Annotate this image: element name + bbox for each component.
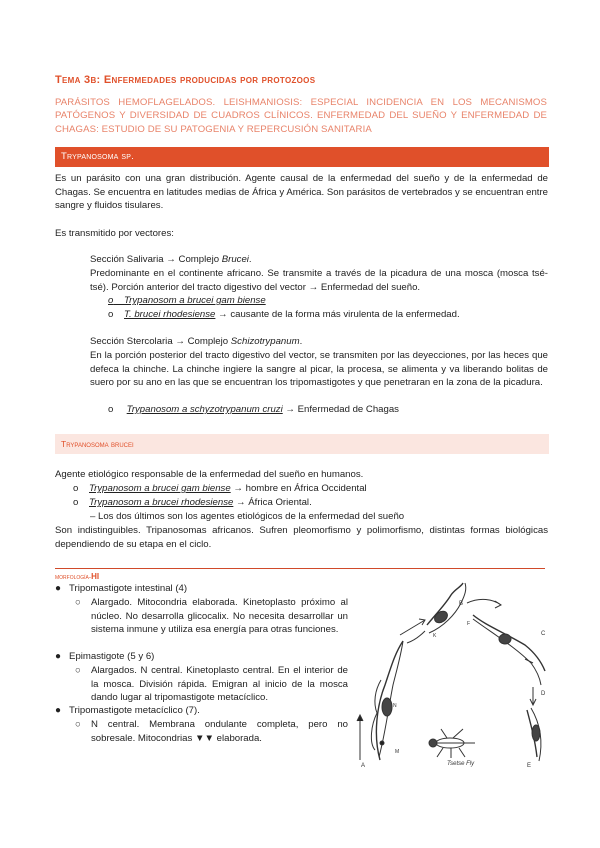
salivaria-item-1: o Trypanosom a brucei gam biense	[108, 295, 266, 306]
form-3-title: ● Tripomastigote metacíclico (7).	[55, 705, 200, 716]
morphology-label: morfología-HI	[55, 572, 100, 581]
stercolaria-title: Sección Stercolaria → Complejo Schizotrypanum.	[90, 336, 303, 347]
stercolaria-text: En la porción posterior del tracto digestivo del vector, se transmiten por las deyecciones, por las heces que defeca la chinche. La chinche ingiere la sangre al picar, la procesa, se alimenta y va liberando bolitas de suero por su ano en las que se encuentran los tripomastigotes y que penetraran en la zona de la picadura.	[90, 350, 548, 389]
svg-text:F: F	[467, 621, 471, 627]
salivaria-item-2: o T. brucei rhodesiense → causante de la forma más virulenta de la enfermedad.	[108, 309, 460, 320]
svg-text:E: E	[527, 763, 532, 769]
brucei-item-1: o Trypanosom a brucei gam biense → hombre en África Occidental	[73, 483, 367, 494]
form-1-bullet: ○	[75, 597, 81, 608]
figure-caption: Tsetse Fly	[447, 761, 475, 767]
section-heading-trypanosoma-brucei	[55, 434, 549, 454]
form-2-bullet: ○	[75, 665, 81, 676]
form-3-desc: N central. Membrana ondulante completa, pero no sobresale. Mitocondrias ▼▼ elaborada.	[91, 719, 348, 744]
closing-paragraph: Son indistinguibles. Tripanosomas africanos. Sufren pleomorfismo y polimorfismo, distintas formas biológicas dependiendo de su etapa en el ciclo.	[55, 525, 548, 550]
section2-heading-label: Trypanosoma brucei	[61, 439, 134, 449]
form-2-title: ● Epimastigote (5 y 6)	[55, 651, 155, 662]
dash-note: – Los dos últimos son los agentes etiológicos de la enfermedad del sueño	[90, 511, 405, 522]
salivaria-text: Predominante en el continente africano. Se transmite a través de la picadura de una mosca (mosca tsé-tsé). Porción anterior del tracto digestivo del vector → Enfermedad del sueño.	[90, 268, 548, 293]
form-1-desc: Alargado. Mitocondria elaborada. Kinetoplasto próximo al núcleo. No desarrolla glicocalix. No necesita desarrollar un sistema inmune y utiliza esa energía para otras funciones.	[91, 597, 348, 636]
stercolaria-item: o Trypanosom a schyzotrypanum cruzi → Enfermedad de Chagas	[108, 404, 399, 415]
salivaria-title: Sección Salivaria → Complejo Brucei.	[90, 254, 252, 265]
svg-text:D: D	[541, 691, 546, 697]
vectors-line: Es transmitido por vectores:	[55, 228, 174, 239]
svg-text:M: M	[395, 749, 400, 755]
section-heading-trypanosoma-sp	[55, 147, 549, 167]
brucei-item-2: o Trypanosom a brucei rhodesiense → África Oriental.	[73, 497, 312, 508]
divider	[55, 568, 545, 569]
page-title: Tema 3b: Enfermedades producidas por protozoos	[55, 74, 316, 86]
svg-text:C: C	[541, 631, 546, 637]
intro-paragraph: Es un parásito con una gran distribución. Agente causal de la enfermedad del sueño y de la enfermedad de Chagas. Se encuentra en latitudes medias de África y América. Son parásitos de vertebrados y se encuentran entre sangre y fluidos tisulares.	[55, 173, 548, 212]
svg-text:K: K	[433, 633, 437, 639]
agent-line: Agente etiológico responsable de la enfermedad del sueño en humanos.	[55, 469, 364, 480]
trypanosome-forms-figure	[355, 575, 550, 770]
svg-text:A: A	[361, 763, 366, 769]
form-3-bullet: ○	[75, 719, 81, 730]
page-subtitle: PARÁSITOS HEMOFLAGELADOS. LEISHMANIOSIS: ESPECIAL INCIDENCIA EN LOS MECANISMOS PATÓGENOS Y DIVERSIDAD DE CUADROS CLÍNICOS. ENFERMEDAD DEL SUEÑO Y ENFERMEDAD DE CHAGAS: ESTUDIO DE SU PATOGENIA Y REPERCUSIÓN SANITARIA	[55, 97, 547, 135]
svg-text:N: N	[393, 703, 397, 709]
svg-text:B: B	[459, 601, 464, 607]
form-2-desc: Alargados. N central. Kinetoplasto central. En el interior de la mosca. División rápida. Emigran al inicio de la mosca dando lugar al tripomastigote metacíclico.	[91, 665, 348, 704]
section-heading-label: Trypanosoma sp.	[61, 151, 134, 162]
form-1-title: ● Tripomastigote intestinal (4)	[55, 583, 188, 594]
